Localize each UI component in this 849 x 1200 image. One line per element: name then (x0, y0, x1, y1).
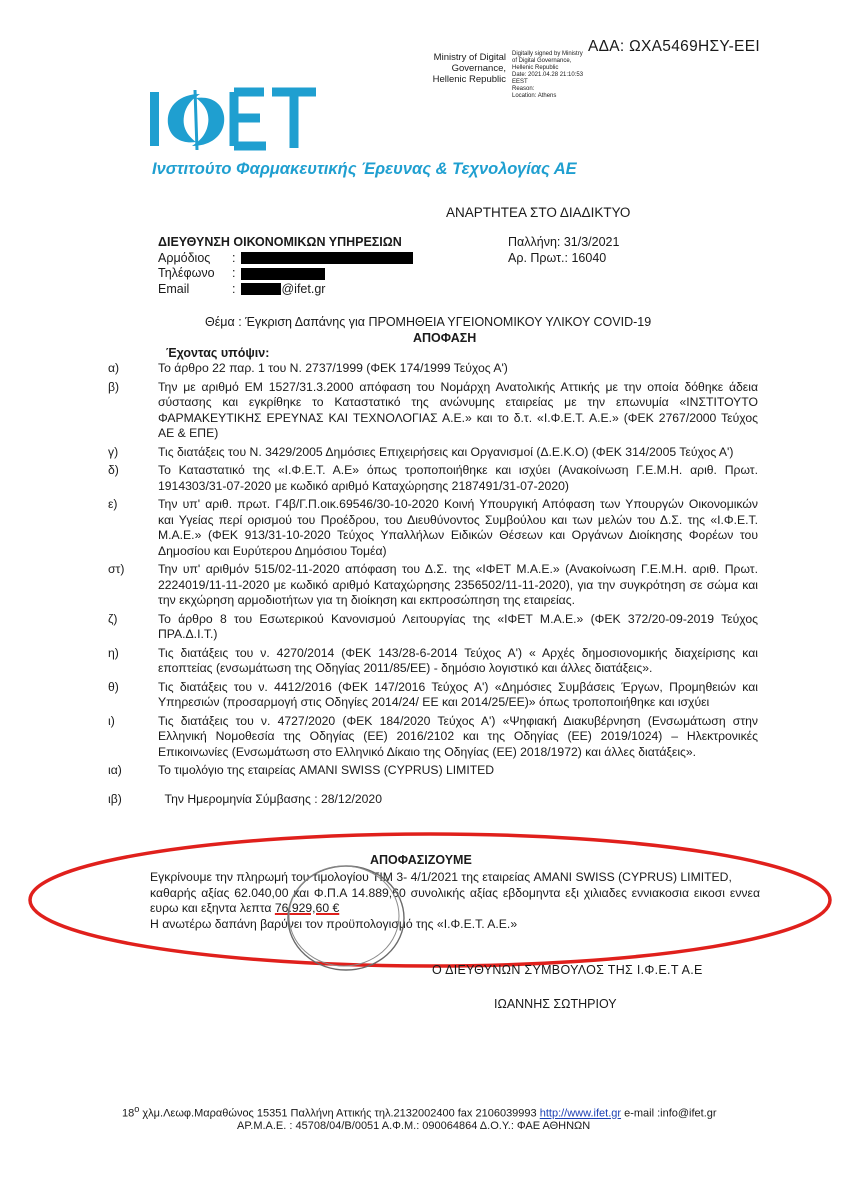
signature-detail-line: Date: 2021.04.28 21:10:53 (512, 72, 584, 78)
item-text: Την Ημερομηνία Σύμβασης : 28/12/2020 (158, 791, 382, 806)
item-marker: β) (108, 379, 120, 394)
total-amount: 76.929,60 € (274, 901, 340, 915)
item-text: Την υπ' αριθ. πρωτ. Γ4β/Γ.Π.οικ.69546/30-10-2020 Κοινή Υπουργική Απόφαση των Υπουργών Οικονομικών και Υγείας περί ορισμού του Προέδρου, του Διευθύνοντος Συμβούλου και των μελών του Δ.Σ. της «Ι.Φ.Ε.Τ. Μ.Α.Ε.» (ΦΕΚ 913/31-10-2020 Τεύχος Υπαλλήλων Ειδικών Θέσεων και Οργάνων Διοίκησης Φορέων του Δημοσίου και Ευρύτερου Δημόσιου Τομέα) (158, 497, 758, 558)
list-item (108, 380, 758, 442)
having-regard-heading: Έχοντας υπόψιν: (166, 346, 270, 360)
footer-contact (122, 1104, 717, 1120)
list-item (108, 445, 758, 461)
footer-km-sup: ο (134, 1104, 140, 1114)
signature-details (512, 51, 592, 100)
item-text: Το άρθρο 8 του Εσωτερικού Κανονισμού Λειτουργίας της «ΙΦΕΤ Μ.Α.Ε.» (ΦΕΚ 372/20-09-2019 Τεύχος ΠΡΑ.Δ.Ι.Τ.) (158, 611, 758, 641)
pencil-circle-annotation (282, 858, 410, 976)
responsible-row (158, 251, 413, 267)
item-marker: η) (108, 645, 119, 660)
we-decide-heading: ΑΠΟΦΑΣΙΖΟΥΜΕ (370, 853, 472, 867)
list-item (108, 792, 758, 808)
item-marker: στ) (108, 562, 125, 576)
decision-line: καθαρής αξίας 62.040,00 και Φ.Π.Α 14.889,60 συνολικής αξίας εβδομηντα εξι χιλιαδες εννιακοσια εικοσι εννεα ευρω και εξηντα λεπτα 76.929,60 € (150, 885, 760, 915)
ada-code: ΑΔΑ: ΩΧΑ5469ΗΣΥ-ΕΕΙ (588, 38, 760, 55)
red-ellipse-annotation (24, 828, 836, 972)
colon: : (232, 266, 236, 280)
logo-subtitle: Ινστιτούτο Φαρμακευτικής Έρευνας & Τεχνολογίας ΑΕ (152, 160, 577, 178)
item-marker: ιβ) (108, 791, 122, 806)
decision-line: Η ανωτέρω δαπάνη βαρύνει τον προϋπολογισμό της «Ι.Φ.Ε.Τ. Α.Ε.» (150, 916, 518, 931)
considerations-list (108, 361, 758, 810)
list-item (108, 612, 758, 643)
list-item (108, 562, 758, 609)
date-block (508, 235, 619, 266)
signature-detail-line: Reason: (512, 86, 535, 92)
phone-label: Τηλέφωνο (158, 266, 215, 280)
item-marker: ια) (108, 763, 122, 777)
redaction-bar (241, 252, 413, 264)
item-text: Τις διατάξεις του ν. 4727/2020 (ΦΕΚ 184/2020 Τεύχος Α') «Ψηφιακή Διακυβέρνηση (Ενσωμάτωση στην Ελληνική Νομοθεσία της Οδηγίας (ΕΕ) 2016/2102 και της Οδηγίας (ΕΕ) 2019/1024) – Ηλεκτρονικές Επικοινωνίες (Ενσωμάτωση στο Ελληνικό Δίκαιο της Οδηγίας (ΕΕ) 2018/1972) και άλλες διατάξεις». (158, 713, 758, 759)
signature-detail-line: Hellenic Republic (512, 65, 559, 71)
item-text: Το τιμολόγιο της εταιρείας AMANI SWISS (CYPRUS) LIMITED (158, 763, 495, 777)
protocol-number: Αρ. Πρωτ.: 16040 (508, 250, 607, 265)
item-marker: ι) (108, 713, 115, 728)
email-row (158, 282, 413, 298)
decision-title: ΑΠΟΦΑΣΗ (413, 331, 477, 345)
subject-line: Θέμα : Έγκριση Δαπάνης για ΠΡΟΜΗΘΕΙΑ ΥΓΕΙΟΝΟΜΙΚΟΥ ΥΛΙΚΟΥ COVID-19 (205, 315, 652, 329)
email-domain: @ifet.gr (281, 281, 326, 296)
colon: : (232, 250, 236, 265)
item-text: Τις διατάξεις του ν. 4270/2014 (ΦΕΚ 143/28-6-2014 Τεύχος Α') « Αρχές δημοσιονομικής διαχείρισης και εποπτείας (ενσωμάτωση της Οδηγίας 2011/85/ΕΕ) - δημόσιο λογιστικό και άλλες διατάξεις». (158, 645, 758, 675)
publish-notice: ΑΝΑΡΤΗΤΕΑ ΣΤΟ ΔΙΑΔΙΚΤΥΟ (446, 205, 631, 220)
item-text: Την με αριθμό ΕΜ 1527/31.3.2000 απόφαση του Νομάρχη Ανατολικής Αττικής με την οποία δόθηκε άδεια σύστασης και εγκρίθηκε το Καταστατικό της ανώνυμης εταιρείας με την επωνυμία «ΙΝΣΤΙΤΟΥΤΟ ΦΑΡΜΑΚΕΥΤΙΚΗΣ ΕΡΕΥΝΑΣ ΚΑΙ ΤΕΧΝΟΛΟΓΙΑΣ Α.Ε.» και το δ.τ. «Ι.Φ.Ε.Τ. Α.Ε.» (ΦΕΚ 2767/2000 Τεύχος ΑΕ & ΕΠΕ) (158, 379, 758, 440)
sender-block (158, 235, 413, 297)
email-label: Email (158, 281, 190, 296)
signature-detail-line: of Digital Governance, (512, 58, 572, 64)
signer-line: Hellenic Republic (432, 74, 506, 85)
item-marker: γ) (108, 444, 119, 459)
signer-line: Governance, (451, 63, 506, 74)
signature-detail-line: Location: Athens (512, 93, 557, 99)
item-text: Τις διατάξεις του Ν. 3429/2005 Δημόσιες Επιχειρήσεις και Οργανισμοί (Δ.Ε.Κ.Ο) (ΦΕΚ 314/2005 Τεύχος Α') (158, 444, 734, 459)
list-item (108, 714, 758, 761)
footer-registry: ΑΡ.Μ.Α.Ε. : 45708/04/Β/0051 Α.Φ.Μ.: 090064864 Δ.Ο.Υ.: ΦΑΕ ΑΘΗΝΩΝ (237, 1120, 591, 1132)
signature-signer (422, 52, 506, 85)
list-item (108, 497, 758, 559)
footer-km: 18 (122, 1107, 135, 1120)
list-item (108, 646, 758, 677)
signatory-name: ΙΩΑΝΝΗΣ ΣΩΤΗΡΙΟΥ (494, 997, 617, 1011)
item-marker: δ) (108, 463, 119, 477)
redaction-bar (241, 283, 281, 295)
phone-row (158, 266, 413, 282)
item-text: Το άρθρο 22 παρ. 1 του Ν. 2737/1999 (ΦΕΚ 174/1999 Τεύχος Α') (158, 361, 508, 375)
ifet-logo (148, 86, 318, 152)
signature-detail-line: EEST (512, 79, 528, 85)
list-item (108, 361, 758, 377)
item-marker: ζ) (108, 611, 118, 626)
document-date: Παλλήνη: 31/3/2021 (508, 235, 620, 249)
colon: : (232, 281, 236, 296)
signer-line: Ministry of Digital (433, 52, 506, 63)
list-item (108, 463, 758, 494)
signatory-title: Ο ΔΙΕΥΘΥΝΩΝ ΣΥΜΒΟΥΛΟΣ ΤΗΣ Ι.Φ.Ε.Τ Α.Ε (432, 963, 703, 977)
signature-detail-line: Digitally signed by Ministry (512, 51, 583, 57)
footer-address: χλμ.Λεωφ.Μαραθώνος 15351 Παλλήνη Αττικής τηλ.2132002400 fax 2106039993 (139, 1107, 540, 1120)
list-item (108, 680, 758, 711)
item-text: Τις διατάξεις του ν. 4412/2016 (ΦΕΚ 147/2016 Τεύχος Α') «Δημόσιες Συμβάσεις Έργων, Προμηθειών και Υπηρεσιών (προσαρμογή στις Οδηγίες 2014/24/ ΕΕ και 2014/25/ΕΕ)» όπως τροποποιήθηκε και ισχύει (158, 679, 758, 709)
department: ΔΙΕΥΘΥΝΣΗ ΟΙΚΟΝΟΜΙΚΩΝ ΥΠΗΡΕΣΙΩΝ (158, 235, 402, 249)
website-link[interactable]: http://www.ifet.gr (539, 1107, 622, 1120)
item-marker: θ) (108, 679, 119, 694)
decision-line: Εγκρίνουμε την πληρωμή του τιμολογίου ΤΙΜ 3- 4/1/2021 της εταιρείας AMANI SWISS (CYPRUS) LIMITED, (150, 870, 732, 884)
list-item (108, 763, 758, 779)
redaction-bar (241, 268, 325, 280)
item-marker: α) (108, 361, 120, 375)
item-marker: ε) (108, 497, 118, 511)
item-text: Το Καταστατικό της «Ι.Φ.Ε.Τ. Α.Ε» όπως τροποποιήθηκε και ισχύει (Ανακοίνωση Γ.Ε.Μ.Η. αριθ. Πρωτ. 1914303/31-07-2020 με κωδικό αριθμό Καταχώρησης 2187491/31-07-2020) (158, 463, 758, 493)
item-text: Την υπ' αριθμόν 515/02-11-2020 απόφαση του Δ.Σ. της «ΙΦΕΤ Μ.Α.Ε.» (Ανακοίνωση Γ.Ε.Μ.Η. αριθ. Πρωτ. 2224019/11-11-2020 με κωδικό αριθμό Καταχώρησης 2356502/11-11-2020), για την συγκρότηση σε σώμα και την εκχώρηση αρμοδιοτήτων για τη διοίκηση και εκπροσώπηση της εταιρείας. (158, 562, 758, 607)
footer-email: e-mail :info@ifet.gr (621, 1107, 717, 1120)
responsible-label: Αρμόδιος (158, 250, 211, 265)
